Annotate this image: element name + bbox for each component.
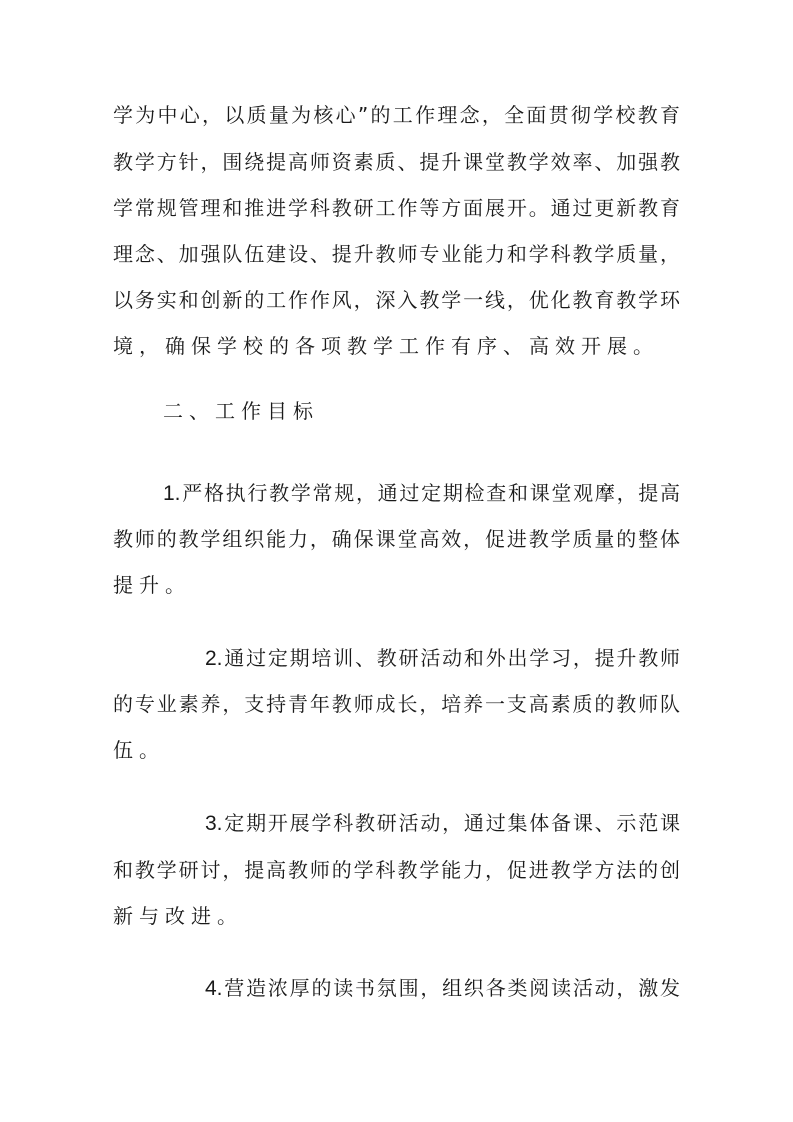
text-line: 学常规管理和推进学科教研工作等方面展开。通过更新教育 [113,196,680,220]
goal-text: 定期开展学科教研活动，通过集体备课、示范课 [222,811,680,835]
text-line: 和教学研讨，提高教师的学科教学能力，促进教学方法的创 [113,858,680,882]
text-line: 的专业素养，支持青年教师成长，培养一支高素质的教师队 [113,692,680,716]
text-line: 境，确保学校的各项教学工作有序、高效开展。 [113,334,659,358]
text-line: 伍。 [113,738,165,762]
goal-text: 通过定期培训、教研活动和外出学习，提升教师 [222,646,680,670]
text-line: 提升。 [113,573,191,597]
goal-number: 4. [205,977,223,1000]
section-heading: 二、工作目标 [163,399,319,423]
goal-number: 1. [163,482,181,505]
text-line [205,811,680,835]
goal-text: 营造浓厚的读书氛围，组织各类阅读活动，激发 [222,976,680,1000]
text-line: 教师的教学组织能力，确保课堂高效，促进教学质量的整体 [113,527,680,551]
text-line: 理念、加强队伍建设、提升教师专业能力和学科教学质量， [113,242,680,266]
text-line: 学为中心，以质量为核心”的工作理念，全面贯彻学校教育 [113,103,680,127]
text-line: 新与改进。 [113,904,243,928]
goal-text: 严格执行教学常规，通过定期检查和课堂观摩，提高 [180,481,680,505]
goal-number: 2. [205,647,223,670]
text-line [163,481,680,505]
text-line [205,976,680,1000]
goal-number: 3. [205,812,223,835]
text-line: 以务实和创新的工作作风，深入教学一线，优化教育教学环 [113,288,680,312]
text-line [205,646,680,670]
text-line: 教学方针，围绕提高师资素质、提升课堂教学效率、加强教 [113,150,680,174]
